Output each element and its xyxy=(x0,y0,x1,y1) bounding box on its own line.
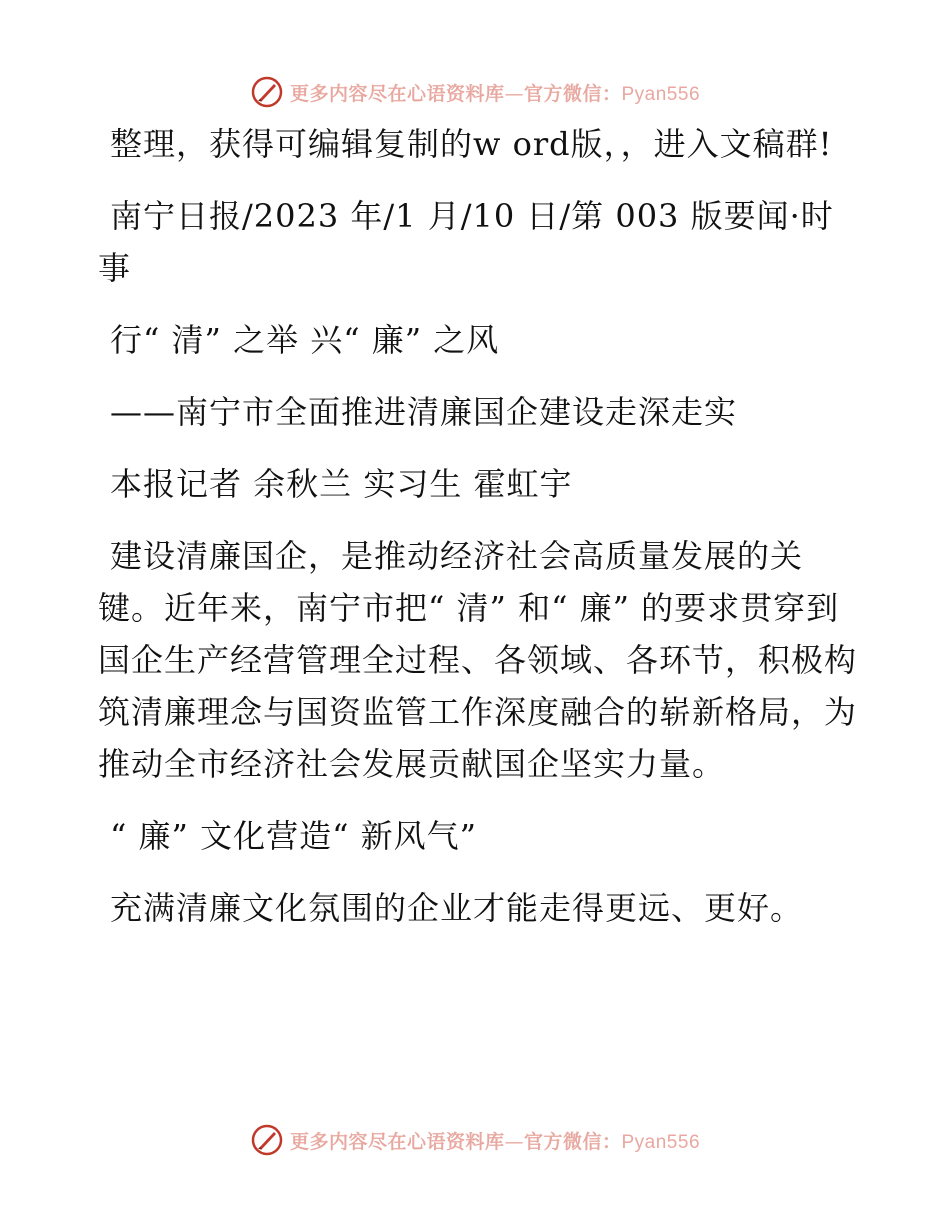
article-byline: 本报记者 余秋兰 实习生 霍虹宇 xyxy=(110,465,573,503)
watermark-footer xyxy=(0,1120,950,1160)
paragraph-body: 充满清廉文化氛围的企业才能走得更远、更好。 xyxy=(110,889,804,927)
article-subtitle: ——南宁市全面推进清廉国企建设走深走实 xyxy=(110,393,738,431)
paragraph-intro: 整理，获得可编辑复制的w ord版，，进入文稿群! xyxy=(110,125,833,163)
watermark-text: 更多内容尽在心语资料库—官方微信：Pyan556 xyxy=(289,82,701,105)
quill-logo-icon xyxy=(250,75,284,109)
watermark-text: 更多内容尽在心语资料库—官方微信：Pyan556 xyxy=(289,1130,701,1153)
watermark-header xyxy=(0,72,950,112)
document-body xyxy=(98,118,858,954)
paragraph-source: 南宁日报/2023 年/1 月/10 日/第 003 版要闻·时事 xyxy=(98,197,834,287)
quill-logo-icon xyxy=(250,1123,284,1157)
section-heading: “ 廉” 文化营造“ 新风气” xyxy=(110,817,477,855)
paragraph-lead: 建设清廉国企，是推动经济社会高质量发展的关键。近年来，南宁市把“ 清” 和“ 廉” 的要求贯穿到国企生产经营管理全过程、各领域、各环节，积极构筑清廉理念与国资监管工作深度融合的崭新格局，为推动全市经济社会发展贡献国企坚实力量。 xyxy=(98,537,858,783)
article-title: 行“ 清” 之举 兴“ 廉” 之风 xyxy=(110,321,500,359)
